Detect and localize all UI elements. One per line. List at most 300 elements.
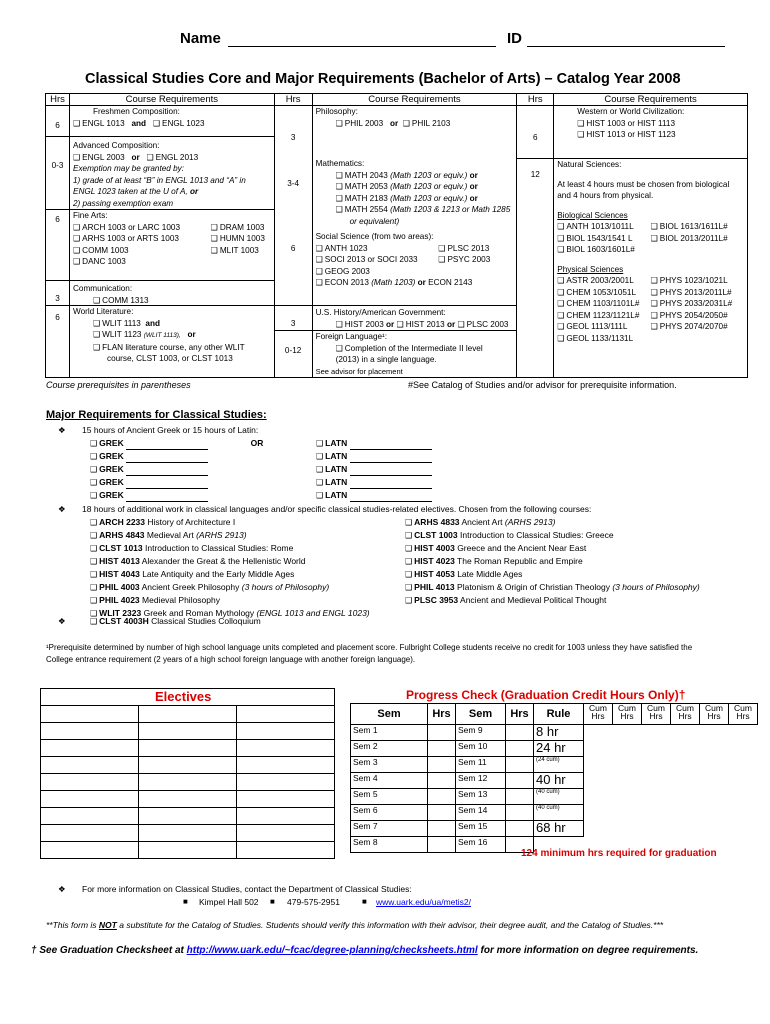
list-item: ❑ ARHS 4843 Medieval Art (ARHS 2913) (90, 530, 247, 540)
course: HIST 2003 (344, 319, 384, 329)
elective-cell[interactable] (139, 825, 237, 842)
course: GREK (99, 451, 124, 461)
course: COMM 1003 (82, 245, 129, 255)
checkbox[interactable]: ❑ (315, 278, 323, 287)
col3-courses (554, 106, 748, 378)
checkbox[interactable]: ❑ (557, 233, 565, 243)
checkbox[interactable]: ❑ (72, 245, 81, 255)
adv-note: 2) passing exemption exam (72, 198, 174, 208)
checkbox[interactable]: ❑ (90, 452, 98, 461)
elective-cell[interactable] (41, 774, 139, 791)
checkbox[interactable]: ❑ (557, 245, 565, 254)
col2-hrs (274, 106, 312, 378)
elective-cell[interactable] (41, 842, 139, 859)
checkbox[interactable]: ❑ (316, 465, 324, 474)
rule-value: 68 hr (534, 821, 584, 837)
checkbox[interactable]: ❑ (557, 222, 565, 231)
checkbox[interactable]: ❑ (335, 182, 343, 191)
elective-cell[interactable] (41, 808, 139, 825)
checkbox[interactable]: ❑ (315, 255, 323, 264)
id-field[interactable] (527, 46, 725, 47)
checkbox[interactable]: ❑ (650, 322, 658, 331)
checkbox[interactable]: ❑ (316, 478, 324, 487)
course: HIST 1003 or HIST 1113 (586, 118, 675, 128)
checkbox[interactable]: ❑ (92, 342, 101, 352)
ns-note: and 4 hours from physical. (557, 191, 654, 200)
checkbox[interactable]: ❑ (650, 310, 658, 320)
foreign-language-footnote (46, 642, 692, 666)
checkbox[interactable]: ❑ (92, 318, 101, 328)
phil-hrs: 3 (290, 133, 296, 142)
list-item: ❑ CLST 1003 Introduction to Classical Studies: Greece (405, 530, 614, 540)
hrs-cell[interactable] (506, 725, 534, 741)
course: WLIT 1113 (102, 318, 141, 328)
checkbox[interactable]: ❑ (90, 557, 98, 566)
prereq: (Math 1203 or equiv.) (390, 193, 468, 203)
checkbox[interactable]: ❑ (210, 245, 218, 255)
blank-field[interactable] (350, 453, 432, 463)
list-item: ❑ PHIL 4003 Ancient Greek Philosophy (3 hours of Philosophy) (90, 582, 330, 592)
hrs-cell[interactable] (428, 757, 456, 773)
checkbox[interactable]: ❑ (405, 544, 413, 553)
table-row (41, 842, 335, 859)
list-item: ❑ HIST 4003 Greece and the Ancient Near East (405, 543, 587, 553)
checkbox[interactable]: ❑ (335, 193, 343, 203)
checkbox[interactable]: ❑ (405, 531, 413, 540)
checkbox[interactable]: ❑ (210, 234, 218, 243)
col1-hrs (46, 106, 70, 378)
hrs-cell[interactable] (506, 789, 534, 805)
elective-cell[interactable] (41, 825, 139, 842)
hrs-header: Hrs (274, 94, 312, 106)
course: GREK (99, 438, 124, 448)
advisor-note: See advisor for placement (315, 367, 403, 376)
elective-cell[interactable] (237, 842, 335, 859)
course: MATH 2554 (344, 205, 388, 214)
checkbox[interactable]: ❑ (335, 319, 343, 329)
checkbox[interactable]: ❑ (557, 322, 565, 331)
course: GREK (99, 464, 124, 474)
table-row (41, 757, 335, 774)
phone: 479-575-2951 (287, 897, 340, 907)
page-title: Classical Studies Core and Major Requirements (Bachelor of Arts) – Catalog Year 2008 (85, 71, 681, 87)
course-header: Course Requirements (554, 94, 748, 106)
bullet-icon: ❖ (58, 425, 66, 435)
elective-list-right (405, 516, 700, 607)
checkbox[interactable]: ❑ (335, 205, 343, 214)
or: or (417, 278, 426, 287)
sem-label: Sem 8 (351, 837, 428, 853)
checkbox[interactable]: ❑ (152, 118, 161, 128)
checkbox[interactable]: ❑ (92, 295, 101, 305)
cum-header: Cum Hrs (642, 704, 671, 725)
checkbox[interactable]: ❑ (90, 478, 98, 487)
cum-header: Cum Hrs (700, 704, 729, 725)
list-item: ❑ HIST 4043 Late Antiquity and the Early Middle Ages (90, 569, 295, 579)
course: GREK (99, 490, 124, 500)
disclaimer-text: a substitute for the Catalog of Studies. Students should verify this information with their advisor, their degree audit, and the Catalog of Studies.*** (119, 920, 664, 930)
hrs-cell[interactable] (428, 837, 456, 853)
course: DANC 1003 (82, 257, 126, 266)
website-link[interactable]: www.uark.edu/ua/metis2/ (376, 897, 471, 907)
hrs-cell[interactable] (506, 757, 534, 773)
checkbox[interactable]: ❑ (577, 130, 585, 139)
prereq: (Math 1203 or equiv.) (390, 170, 468, 180)
checkbox[interactable]: ❑ (315, 243, 323, 253)
hrs-cell[interactable] (428, 821, 456, 837)
elective-cell[interactable] (237, 774, 335, 791)
catalog-footnote: #See Catalog of Studies and/or advisor for prerequisite information. (408, 380, 677, 390)
rule-header: Rule (534, 704, 584, 725)
course: PHYS 2013/2011L# (659, 287, 732, 297)
sem-label: Sem 6 (351, 805, 428, 821)
list-item: ❑ PLSC 3953 Ancient and Medieval Political Thought (405, 595, 607, 605)
course: LATN (325, 477, 348, 487)
elective-cell[interactable] (237, 706, 335, 723)
list-item: ❑ PHIL 4023 Medieval Philosophy (90, 595, 220, 605)
latn-list (316, 437, 432, 502)
cum-header: Cum Hrs (613, 704, 642, 725)
sem-label: Sem 11 (456, 757, 506, 773)
elective-cell[interactable] (139, 791, 237, 808)
contact-line: For more information on Classical Studies, contact the Department of Classical Studies: (82, 884, 412, 894)
bullet-icon: ■ (183, 897, 188, 906)
course: WLIT 1123 (102, 330, 142, 339)
rule-value: 24 hr (534, 741, 584, 757)
and: and (131, 118, 147, 128)
checksheet-link[interactable]: http://www.uark.edu/~fcac/degree-planning/checksheets.html (186, 945, 478, 956)
course: ENGL 2003 (82, 152, 125, 162)
checkbox[interactable]: ❑ (557, 299, 565, 308)
wc-hrs: 6 (532, 133, 538, 142)
checkbox[interactable]: ❑ (650, 233, 658, 243)
hrs-header: Hrs (46, 94, 70, 106)
course: MATH 2053 (344, 182, 388, 191)
or: or (469, 170, 478, 180)
elective-cell[interactable] (41, 791, 139, 808)
checksheet-text: † See Graduation Checksheet at (31, 945, 184, 956)
checkbox[interactable]: ❑ (146, 152, 154, 162)
table-header-row (46, 94, 748, 106)
phys-title: Physical Sciences (557, 264, 624, 274)
course: course, CLST 1003, or CLST 1013 (106, 354, 233, 363)
course: Completion of the Intermediate II level (344, 343, 483, 353)
course: ENGL 1023 (162, 118, 205, 128)
course: BIOL 1543/1541 L (566, 233, 633, 243)
major-title: Major Requirements for Classical Studies: (46, 409, 267, 421)
course: PSYC 2003 (447, 255, 491, 264)
checkbox[interactable]: ❑ (316, 452, 324, 461)
sem-label: Sem 5 (351, 789, 428, 805)
course: GEOG 2003 (324, 266, 370, 276)
checkbox[interactable]: ❑ (405, 518, 413, 527)
checkbox[interactable]: ❑ (90, 465, 98, 474)
min-hours-note: 124 minimum hrs required for graduation (521, 848, 717, 859)
elective-cell[interactable] (41, 740, 139, 757)
bullet-icon: ❖ (58, 504, 66, 514)
ss-hrs: 6 (290, 244, 296, 253)
checkbox[interactable]: ❑ (90, 491, 98, 500)
course: MATH 2183 (344, 193, 388, 203)
table-row (41, 808, 335, 825)
prereq: (Math 1203 or equiv.) (390, 182, 468, 191)
adv-note: ENGL 1023 taken at the U of A, (72, 187, 188, 196)
fine-title: Fine Arts: (72, 211, 108, 220)
bullet-icon: ■ (362, 897, 367, 906)
elective-cell[interactable] (139, 842, 237, 859)
col2-courses (312, 106, 517, 378)
hrs-cell[interactable] (428, 805, 456, 821)
adv-note: 1) grade of at least “B” in ENGL 1013 and “A” in (72, 175, 246, 185)
course: ANTH 1023 (324, 243, 368, 253)
electives-header-cell (41, 689, 335, 706)
checkbox[interactable]: ❑ (405, 557, 413, 566)
checkbox[interactable]: ❑ (335, 343, 343, 353)
cum-header: Cum Hrs (729, 704, 758, 725)
disclaimer-text: **This form is (46, 920, 97, 930)
math-hrs: 3-4 (287, 179, 300, 188)
elective-cell[interactable] (237, 808, 335, 825)
colloquium (90, 616, 261, 626)
checkbox[interactable]: ❑ (90, 518, 98, 527)
ns-title: Natural Sciences: (557, 160, 622, 169)
checkbox[interactable]: ❑ (405, 583, 413, 592)
or: or (187, 330, 196, 339)
course: SOCI 2013 or SOCI 2033 (324, 255, 418, 264)
checkbox[interactable]: ❑ (396, 319, 404, 329)
hrs-cell[interactable] (428, 789, 456, 805)
sem-label: Sem 2 (351, 741, 428, 757)
checkbox[interactable]: ❑ (438, 243, 446, 253)
checkbox[interactable]: ❑ (90, 439, 98, 448)
checkbox[interactable]: ❑ (72, 152, 81, 162)
checkbox[interactable]: ❑ (210, 222, 218, 232)
fresh-title: Freshmen Composition: (92, 107, 180, 116)
sem-label: Sem 1 (351, 725, 428, 741)
or: or (446, 319, 456, 329)
hrs-cell[interactable] (428, 725, 456, 741)
bullet-icon: ■ (270, 897, 275, 906)
us-hrs: 3 (275, 305, 312, 330)
wl-title: World Literature: (72, 307, 134, 316)
hrs-header: Hrs (428, 704, 456, 725)
checkbox[interactable]: ❑ (90, 617, 98, 626)
name-field[interactable] (228, 46, 496, 47)
phil-title: Philosophy: (315, 107, 358, 116)
course: ARCH 1003 or LARC 1003 (82, 222, 181, 232)
checkbox[interactable]: ❑ (577, 118, 585, 128)
rule-value: (40 cum) (534, 789, 584, 805)
checkbox[interactable]: ❑ (335, 170, 343, 180)
elective-cell[interactable] (139, 740, 237, 757)
checkbox[interactable]: ❑ (90, 596, 98, 605)
course: PLSC 2003 (466, 319, 509, 329)
checkbox[interactable]: ❑ (557, 287, 565, 297)
sem-label: Sem 15 (456, 821, 506, 837)
adv-hrs: 0-3 (46, 136, 69, 209)
course: CHEM 1053/1051L (566, 287, 637, 297)
prereq-footnote: Course prerequisites in parentheses (46, 380, 191, 390)
course: MATH 2043 (344, 170, 388, 180)
hrs-header: Hrs (517, 94, 554, 106)
blank-field[interactable] (126, 453, 208, 463)
checkbox[interactable]: ❑ (650, 222, 658, 231)
course: PHIL 2003 (344, 118, 384, 128)
rule-value: 40 hr (534, 773, 584, 789)
bullet-icon: ❖ (58, 884, 66, 894)
checkbox[interactable]: ❑ (90, 544, 98, 553)
checkbox[interactable]: ❑ (72, 257, 81, 266)
blank-field[interactable] (126, 479, 208, 489)
checkbox[interactable]: ❑ (557, 333, 565, 343)
checkbox[interactable]: ❑ (90, 531, 98, 540)
checkbox[interactable]: ❑ (650, 299, 658, 308)
elective-cell[interactable] (237, 740, 335, 757)
checkbox[interactable]: ❑ (72, 234, 81, 243)
list-item: ❑ CLST 1013 Introduction to Classical Studies: Rome (90, 543, 294, 553)
office: Kimpel Hall 502 (199, 897, 259, 907)
elective-cell[interactable] (139, 706, 237, 723)
sem-label: Sem 13 (456, 789, 506, 805)
col3-hrs (517, 106, 554, 378)
hrs-cell[interactable] (506, 821, 534, 837)
course-desc: Classical Studies Colloquium (151, 616, 261, 626)
checkbox[interactable]: ❑ (90, 570, 98, 579)
or: or (469, 193, 478, 203)
elective-cell[interactable] (41, 706, 139, 723)
blank-field[interactable] (126, 466, 208, 476)
checkbox[interactable]: ❑ (405, 596, 413, 605)
hrs-cell[interactable] (428, 773, 456, 789)
hrs-header: Hrs (506, 704, 534, 725)
or: or (386, 319, 395, 329)
course: PLSC 2013 (447, 243, 490, 253)
rule-value: 8 hr (534, 725, 584, 741)
course: DRAM 1003 (219, 222, 265, 232)
course: BIOL 2013/2011L# (659, 233, 728, 243)
cum-header: Cum Hrs (671, 704, 700, 725)
comm-hrs: 3 (46, 280, 69, 305)
course: PHYS 1023/1021L (659, 276, 728, 285)
elective-cell[interactable] (139, 757, 237, 774)
checkbox[interactable]: ❑ (557, 310, 565, 320)
hrs-cell[interactable] (506, 741, 534, 757)
id-label: ID (507, 30, 522, 47)
sem-label: Sem 12 (456, 773, 506, 789)
checkbox[interactable]: ❑ (72, 118, 81, 128)
blank-field[interactable] (126, 440, 208, 450)
checkbox[interactable]: ❑ (402, 118, 410, 128)
or: or (469, 182, 478, 191)
checkbox[interactable]: ❑ (405, 570, 413, 579)
blank-field[interactable] (126, 492, 208, 502)
table-row (351, 725, 758, 741)
checkbox[interactable]: ❑ (457, 319, 465, 329)
wc-title: Western or World Civilization: (577, 107, 685, 116)
elective-cell[interactable] (139, 723, 237, 740)
blank-field[interactable] (350, 479, 432, 489)
elective-cell[interactable] (237, 791, 335, 808)
course: FLAN literature course, any other WLIT (102, 342, 245, 352)
elective-cell[interactable] (237, 723, 335, 740)
fine-hrs: 6 (46, 209, 69, 280)
elective-list-left (90, 516, 370, 620)
list-item: ❑ HIST 4023 The Roman Republic and Empire (405, 556, 583, 566)
adv-note: Exemption may be granted by: (72, 164, 185, 173)
col1-courses (69, 106, 274, 378)
rule-value: (40 cum) (534, 805, 584, 821)
comm-title: Communication: (72, 284, 133, 293)
prereq: (Math 1203) (371, 278, 416, 287)
adv-title: Advanced Composition: (72, 141, 160, 150)
course: BIOL 1603/1601L# (566, 245, 635, 254)
elective-cell[interactable] (139, 774, 237, 791)
sem-label: Sem 10 (456, 741, 506, 757)
checkbox[interactable]: ❑ (90, 583, 98, 592)
checkbox[interactable]: ❑ (92, 330, 101, 339)
footnote-line: ¹Prerequisite determined by number of high school language units completed and placement score. Fulbright College students receive no credit for 1003 unless they have satisfied the (46, 643, 693, 652)
course: LATN (325, 490, 348, 500)
course: HUMN 1003 (219, 234, 265, 243)
wl-hrs: 6 (46, 305, 69, 364)
course: ANTH 1013/1011L (566, 222, 634, 231)
sem-label: Sem 16 (456, 837, 506, 853)
checkbox[interactable]: ❑ (650, 287, 658, 297)
checkbox[interactable]: ❑ (557, 276, 565, 285)
bio-title: Biological Sciences (557, 210, 628, 220)
checkbox[interactable]: ❑ (438, 255, 446, 264)
checkbox[interactable]: ❑ (72, 222, 81, 232)
blank-field[interactable] (350, 440, 432, 450)
table-row (41, 825, 335, 842)
hrs-cell[interactable] (428, 741, 456, 757)
elective-cell[interactable] (237, 757, 335, 774)
checkbox[interactable]: ❑ (316, 439, 324, 448)
ss-title: Social Science (from two areas): (315, 232, 434, 241)
fresh-hrs: 6 (55, 121, 60, 130)
grek-list (90, 437, 263, 502)
elective-cell[interactable] (237, 825, 335, 842)
course: ECON 2013 (324, 278, 369, 287)
fl-title: Foreign Language¹: (315, 332, 388, 341)
progress-title: Progress Check (Graduation Credit Hours Only)† (406, 688, 686, 702)
hrs-cell[interactable] (506, 773, 534, 789)
checkbox[interactable]: ❑ (650, 276, 658, 285)
sem-label: Sem 14 (456, 805, 506, 821)
blank-field[interactable] (350, 466, 432, 476)
and: and (145, 318, 160, 328)
checkbox[interactable]: ❑ (335, 118, 343, 128)
course: LATN (325, 464, 348, 474)
elective-cell[interactable] (41, 723, 139, 740)
elective-cell[interactable] (41, 757, 139, 774)
ns-hrs: 12 (517, 158, 553, 181)
elective-cell[interactable] (139, 808, 237, 825)
empty-area (584, 725, 758, 853)
table-row (41, 706, 335, 723)
list-item: ❑ ARHS 4833 Ancient Art (ARHS 2913) (405, 517, 556, 527)
course: PHYS 2074/2070# (659, 322, 728, 331)
checksheet-line (31, 945, 698, 956)
footnote-line: College entrance requirement (2 years of a high school foreign language with another foreign language). (46, 655, 416, 664)
checkbox[interactable]: ❑ (316, 491, 324, 500)
course: BIOL 1613/1611L# (659, 222, 728, 231)
checkbox[interactable]: ❑ (315, 266, 323, 276)
hrs-cell[interactable] (506, 805, 534, 821)
checkbox[interactable]: ❑ (90, 609, 98, 618)
blank-field[interactable] (350, 492, 432, 502)
electives-title: Electives (155, 689, 212, 704)
